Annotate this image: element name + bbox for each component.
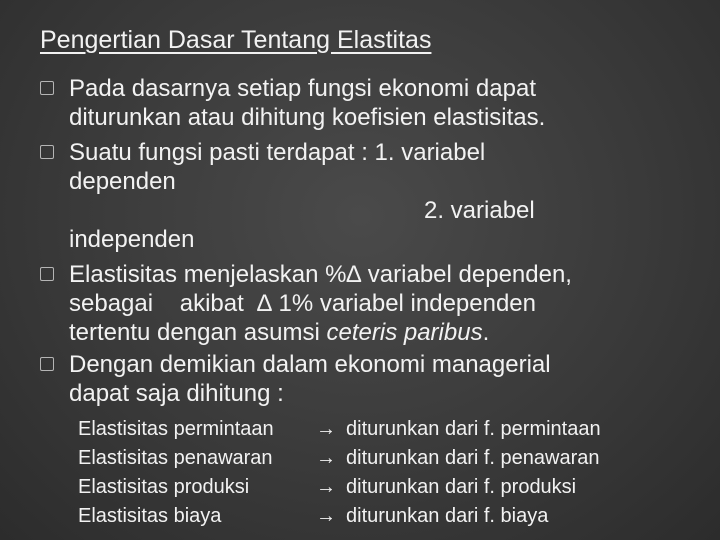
arrow-icon: → — [316, 476, 336, 498]
bullet-3-line-3 — [69, 318, 489, 347]
bullet-1-line-1: Pada dasarnya setiap fungsi ekonomi dapat — [69, 75, 536, 102]
bullet-4-line-2: dapat saja dihitung : — [69, 380, 284, 407]
bullet-3-period: . — [482, 319, 490, 346]
elasticity-source: diturunkan dari f. penawaran — [346, 447, 600, 469]
bullet-marker-icon — [40, 357, 54, 371]
bullet-4-line-1: Dengan demikian dalam ekonomi managerial — [69, 351, 551, 378]
bullet-2-line-1: Suatu fungsi pasti terdapat : 1. variabel — [69, 139, 486, 166]
elasticity-source: diturunkan dari f. permintaan — [346, 418, 601, 440]
bullet-marker-icon — [40, 81, 54, 95]
bullet-3-line-2: sebagai akibat ∆ 1% variabel independen — [69, 290, 537, 317]
bullet-2-line-3: 2. variabel — [424, 197, 535, 224]
bullet-1-line-2: diturunkan atau dihitung koefisien elastisitas. — [69, 104, 546, 131]
elasticity-name: Elastisitas biaya — [78, 505, 222, 527]
slide-title: Pengertian Dasar Tentang Elastitas — [40, 26, 432, 54]
elasticity-name: Elastisitas permintaan — [78, 418, 274, 440]
bullet-3-text: tertentu dengan asumsi — [69, 319, 327, 346]
bullet-2-line-2: dependen — [69, 168, 176, 195]
arrow-icon: → — [316, 447, 336, 469]
arrow-icon: → — [316, 418, 336, 440]
elasticity-name: Elastisitas penawaran — [78, 447, 273, 469]
elasticity-name: Elastisitas produksi — [78, 476, 250, 498]
ceteris-paribus-term: ceteris paribus — [326, 319, 483, 346]
elasticity-source: diturunkan dari f. produksi — [346, 476, 577, 498]
bullet-marker-icon — [40, 267, 54, 281]
elasticity-source: diturunkan dari f. biaya — [346, 505, 549, 527]
bullet-3-line-1: Elastisitas menjelaskan %∆ variabel dependen, — [69, 261, 572, 288]
bullet-marker-icon — [40, 145, 54, 159]
bullet-2-line-4: independen — [69, 226, 195, 253]
arrow-icon: → — [316, 505, 336, 527]
